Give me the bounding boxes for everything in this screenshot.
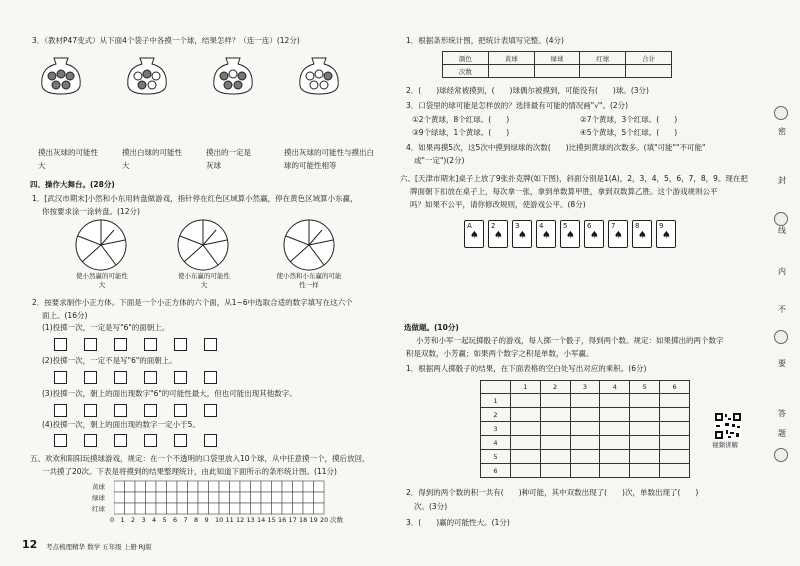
playing-card[interactable] — [560, 220, 580, 248]
spinner-1-caption: 使小然赢的可能性大 — [76, 272, 128, 289]
bar-grid-cell[interactable] — [230, 503, 241, 514]
spade-icon: ♠ — [590, 230, 599, 241]
bar-grid-cell[interactable] — [303, 481, 314, 492]
cell-input[interactable] — [626, 65, 672, 78]
bar-grid-cell[interactable] — [209, 492, 220, 503]
card-rank: A — [467, 222, 472, 230]
face-box[interactable] — [144, 434, 157, 447]
product-cell[interactable] — [660, 450, 690, 464]
card-rank: 9 — [659, 222, 664, 230]
axis-tick: 18 — [299, 516, 308, 524]
product-cell[interactable] — [570, 436, 600, 450]
product-cell[interactable] — [570, 408, 600, 422]
face-box[interactable] — [144, 371, 157, 384]
bar-grid-cell[interactable] — [219, 481, 230, 492]
q5-text1: 五、欢欢和阳阳玩摸球游戏，规定：在一个不透明的口袋里放入10个球，从中任意摸一个，摸后放回， — [30, 454, 370, 463]
product-cell[interactable] — [540, 394, 570, 408]
spade-icon: ♠ — [542, 230, 551, 241]
choose-text2: 积是双数，小芳赢；如果两个数字之积是单数，小军赢。 — [406, 349, 594, 358]
bar-grid-cell[interactable] — [261, 481, 272, 492]
bar-grid-cell[interactable] — [188, 492, 199, 503]
bar-grid-cell[interactable] — [177, 492, 188, 503]
bar-grid-cell[interactable] — [314, 503, 325, 514]
card-rank: 4 — [539, 222, 544, 230]
col-header: 3 — [570, 381, 600, 394]
product-cell[interactable] — [570, 450, 600, 464]
r-q1-text: 1．根据条形统计图，把统计表填写完整。(4分) — [406, 36, 564, 45]
bar-grid-cell[interactable] — [198, 503, 209, 514]
binding-strip — [760, 0, 800, 566]
binding-hole — [774, 448, 788, 462]
bar-grid-cell[interactable] — [135, 503, 146, 514]
product-cell[interactable] — [600, 408, 630, 422]
playing-card[interactable] — [512, 220, 532, 248]
playing-card[interactable] — [656, 220, 676, 248]
bar-grid-cell[interactable] — [293, 492, 304, 503]
binding-char: 密 — [778, 127, 786, 136]
card-rank: 3 — [515, 222, 520, 230]
row-header: 5 — [481, 450, 511, 464]
face-box[interactable] — [54, 371, 67, 384]
product-cell[interactable] — [600, 450, 630, 464]
spinner-3-caption: 使小然和小东赢的可能性一样 — [276, 272, 342, 289]
product-cell[interactable] — [630, 408, 660, 422]
r-q3-opt1[interactable]: ①2个黄球，8个红球。( ) — [412, 115, 510, 124]
cell-input[interactable] — [488, 65, 534, 78]
binding-char: 内 — [778, 267, 786, 276]
bar-grid-cell[interactable] — [146, 481, 157, 492]
q4-2-text1: 2．按要求制作小正方体。下面是一个小正方体的六个面，从1~6中选取合适的数字填写在这六个 — [32, 298, 353, 307]
qr-code-icon[interactable] — [714, 412, 742, 440]
bar-grid-cell[interactable] — [261, 492, 272, 503]
bar-grid-cell[interactable] — [114, 481, 125, 492]
product-cell[interactable] — [510, 422, 540, 436]
axis-tick: 16 — [278, 516, 287, 524]
face-box[interactable] — [84, 338, 97, 351]
axis-tick: 4 — [152, 516, 157, 524]
face-box[interactable] — [204, 338, 217, 351]
face-box[interactable] — [114, 371, 127, 384]
face-box[interactable] — [54, 404, 67, 417]
q3-option-1: 摸出灰球的可能性大 — [38, 148, 98, 170]
face-box[interactable] — [54, 434, 67, 447]
axis-tick: 12 — [236, 516, 245, 524]
face-box[interactable] — [174, 371, 187, 384]
playing-card[interactable] — [584, 220, 604, 248]
bar-grid-cell[interactable] — [314, 481, 325, 492]
q5-row-yellow: 黄球 — [92, 483, 105, 491]
binding-hole — [774, 106, 788, 120]
cell-input[interactable] — [580, 65, 626, 78]
bar-grid-cell[interactable] — [156, 481, 167, 492]
face-box[interactable] — [204, 434, 217, 447]
product-cell[interactable] — [630, 422, 660, 436]
product-cell[interactable] — [540, 464, 570, 478]
page-number: 12 — [22, 538, 38, 551]
binding-char: 不 — [778, 305, 786, 314]
r-q4-2: 或"一定")(2分) — [414, 156, 465, 165]
product-cell[interactable] — [660, 422, 690, 436]
card-rank: 7 — [611, 222, 616, 230]
binding-char: 线 — [778, 226, 786, 235]
axis-tick: 17 — [288, 516, 297, 524]
bar-grid-cell[interactable] — [230, 481, 241, 492]
product-cell[interactable] — [660, 436, 690, 450]
th-green: 绿球 — [534, 52, 580, 65]
r-q4-1: 4．如果再摸5次，这5次中摸到绿球的次数( )比摸到黄球的次数多。(填"可能""不可能" — [406, 143, 706, 152]
section4-title: 四、操作大舞台。(28分) — [30, 180, 115, 189]
bar-grid-cell[interactable] — [198, 481, 209, 492]
bar-chart-grid[interactable] — [114, 480, 329, 516]
product-cell[interactable] — [570, 464, 600, 478]
spade-icon: ♠ — [518, 230, 527, 241]
axis-tick: 13 — [246, 516, 255, 524]
bar-grid-cell[interactable] — [156, 503, 167, 514]
cell-input[interactable] — [534, 65, 580, 78]
product-cell[interactable] — [540, 408, 570, 422]
bar-grid-cell[interactable] — [125, 503, 136, 514]
qr-label: 视频讲解 — [712, 441, 738, 449]
table-row — [481, 394, 690, 408]
bar-grid-cell[interactable] — [188, 481, 199, 492]
row-header: 1 — [481, 394, 511, 408]
choose-q3: 3．( )赢的可能性大。(1分) — [406, 518, 510, 527]
q4-1-text2: 你按要求涂一涂转盘。(12分) — [42, 207, 140, 216]
bar-grid-cell[interactable] — [240, 492, 251, 503]
product-cell[interactable] — [600, 422, 630, 436]
product-cell[interactable] — [600, 464, 630, 478]
product-cell[interactable] — [510, 408, 540, 422]
axis-tick: 20 — [320, 516, 329, 524]
q4-2-part2: (2)投掷一次，一定不是写"6"的面朝上。 — [42, 356, 177, 365]
product-cell[interactable] — [630, 394, 660, 408]
bar-grid-cell[interactable] — [240, 503, 251, 514]
bar-grid-cell[interactable] — [146, 503, 157, 514]
row-header: 2 — [481, 408, 511, 422]
axis-tick: 15 — [267, 516, 276, 524]
axis-unit: 次数 — [330, 516, 343, 524]
binding-hole — [774, 212, 788, 226]
choose-text1: 小芳和小军一起玩掷骰子的游戏，每人掷一个骰子，得到两个数。规定：如果掷出的两个数字 — [416, 336, 724, 345]
bag-2-icon — [124, 52, 170, 96]
product-cell[interactable] — [540, 436, 570, 450]
table-row — [481, 464, 690, 478]
col-header: 6 — [660, 381, 690, 394]
bar-grid-cell[interactable] — [219, 503, 230, 514]
col-header: 1 — [510, 381, 540, 394]
r-q2: 2．( )球经常被摸到，( )球偶尔被摸到，可能没有( )球。(3分) — [406, 86, 649, 95]
face-box[interactable] — [144, 404, 157, 417]
face-box[interactable] — [174, 404, 187, 417]
face-box[interactable] — [204, 371, 217, 384]
card-rank: 5 — [563, 222, 568, 230]
face-box[interactable] — [114, 338, 127, 351]
bar-grid-cell[interactable] — [314, 492, 325, 503]
product-cell[interactable] — [570, 394, 600, 408]
r-q6-text1: 六、[天津市期末]桌子上放了9张扑克牌(如下图)，斜面分别是1(A)，2，3，4，5，6，7，8，9。现在把 — [400, 174, 748, 183]
bar-grid-cell[interactable] — [156, 492, 167, 503]
q4-2-part4: (4)投掷一次，朝上的面出现的数字一定小于5。 — [42, 420, 200, 429]
row-header: 6 — [481, 464, 511, 478]
q4-2-part3: (3)投掷一次，朝上的面出现数字"6"的可能性最大，但也可能出现其他数字。 — [42, 389, 297, 398]
spinner-2[interactable] — [176, 218, 230, 272]
bar-grid-cell[interactable] — [167, 481, 178, 492]
product-cell[interactable] — [660, 408, 690, 422]
axis-tick: 0 — [110, 516, 115, 524]
bar-grid-cell[interactable] — [219, 492, 230, 503]
table-row — [481, 450, 690, 464]
spade-icon: ♠ — [638, 230, 647, 241]
bar-grid-cell[interactable] — [198, 492, 209, 503]
r-q6-text2: 牌面朝下扣放在桌子上，每次拿一张，拿到单数算甲胜，拿到双数算乙胜。这个游戏规则公平 — [410, 187, 718, 196]
spade-icon: ♠ — [470, 230, 479, 241]
bar-grid-cell[interactable] — [125, 481, 136, 492]
playing-card[interactable] — [464, 220, 484, 248]
bar-grid-cell[interactable] — [125, 492, 136, 503]
playing-card[interactable] — [632, 220, 652, 248]
bar-grid-cell[interactable] — [135, 492, 146, 503]
product-cell[interactable] — [600, 394, 630, 408]
q5-row-red: 红球 — [92, 505, 105, 513]
binding-char: 封 — [778, 176, 786, 185]
axis-tick: 10 — [215, 516, 224, 524]
product-cell[interactable] — [540, 422, 570, 436]
bar-grid-cell[interactable] — [146, 492, 157, 503]
spade-icon: ♠ — [566, 230, 575, 241]
row-count-label: 次数 — [443, 65, 489, 78]
face-box[interactable] — [84, 371, 97, 384]
bar-grid-cell[interactable] — [240, 481, 251, 492]
bar-grid-cell[interactable] — [114, 503, 125, 514]
card-rank: 2 — [491, 222, 496, 230]
product-cell[interactable] — [630, 464, 660, 478]
footer-text: 考点梳理精华 数学 五年级 上册 RJ版 — [46, 543, 152, 551]
binding-char: 答 — [778, 409, 786, 418]
playing-card[interactable] — [536, 220, 556, 248]
bar-grid-cell[interactable] — [261, 503, 272, 514]
r-q3-opt4[interactable]: ④5个黄球，5个红球。( ) — [580, 128, 678, 137]
q5-text2: 一共摸了20次。下表是将摸到的结果整理统计，由此知道下面所示的条形统计图。(11分) — [42, 467, 337, 476]
q3-option-3: 摸出的一定是灰球 — [206, 148, 251, 170]
product-cell[interactable] — [570, 422, 600, 436]
bar-grid-cell[interactable] — [272, 503, 283, 514]
th-total: 合计 — [626, 52, 672, 65]
th-red: 红球 — [580, 52, 626, 65]
product-cell[interactable] — [540, 450, 570, 464]
table-row — [481, 422, 690, 436]
bar-chart-axis — [110, 516, 343, 526]
axis-tick: 19 — [309, 516, 318, 524]
bar-grid-cell[interactable] — [114, 492, 125, 503]
q4-1-text1: 1．[武汉市期末]小然和小东用转盘做游戏，指针停在红色区域算小然赢，停在黄色区域算小东赢， — [32, 194, 358, 203]
bar-grid-cell[interactable] — [272, 492, 283, 503]
face-box[interactable] — [174, 434, 187, 447]
col-header: 2 — [540, 381, 570, 394]
table-row — [481, 436, 690, 450]
product-table — [480, 380, 690, 478]
binding-char: 题 — [778, 429, 786, 438]
bar-grid-cell[interactable] — [177, 503, 188, 514]
choose-q1: 1．根据两人掷骰子的结果，在下面表格的空白处写出对应的乘积。(6分) — [406, 364, 647, 373]
row-header: 4 — [481, 436, 511, 450]
bag-4-icon — [296, 52, 342, 96]
bag-3-icon — [210, 52, 256, 96]
product-cell[interactable] — [510, 436, 540, 450]
bar-grid-cell[interactable] — [188, 503, 199, 514]
choose-title: 选做题。(10分) — [404, 323, 459, 332]
axis-tick: 7 — [183, 516, 188, 524]
bar-grid-cell[interactable] — [177, 481, 188, 492]
q5-row-green: 绿球 — [92, 494, 105, 502]
choose-q2: 2．得到的两个数的积一共有( )种可能，其中双数出现了( )次，单数出现了( ) — [406, 488, 699, 497]
face-box[interactable] — [114, 434, 127, 447]
face-box[interactable] — [84, 404, 97, 417]
axis-tick: 14 — [257, 516, 266, 524]
axis-tick: 3 — [141, 516, 146, 524]
col-header: 5 — [630, 381, 660, 394]
axis-tick: 1 — [120, 516, 125, 524]
th-yellow: 黄球 — [488, 52, 534, 65]
q3-title: 3．（教材P47变式）从下面4个袋子中各摸一个球，结果怎样？（连一连）(12分) — [32, 36, 300, 45]
axis-tick: 2 — [131, 516, 136, 524]
bag-1-icon — [38, 52, 84, 96]
table-row — [481, 408, 690, 422]
bar-grid-cell[interactable] — [293, 481, 304, 492]
spade-icon: ♠ — [494, 230, 503, 241]
face-box[interactable] — [204, 404, 217, 417]
binding-char: 要 — [778, 359, 786, 368]
axis-tick: 9 — [204, 516, 209, 524]
playing-card[interactable] — [608, 220, 628, 248]
axis-tick: 8 — [194, 516, 199, 524]
col-header: 4 — [600, 381, 630, 394]
spade-icon: ♠ — [662, 230, 671, 241]
face-box[interactable] — [84, 434, 97, 447]
face-box[interactable] — [174, 338, 187, 351]
r-q3-opt2[interactable]: ②7个黄球，3个红球。( ) — [580, 115, 678, 124]
axis-tick: 11 — [225, 516, 234, 524]
spade-icon: ♠ — [614, 230, 623, 241]
card-rank: 8 — [635, 222, 640, 230]
face-box[interactable] — [114, 404, 127, 417]
bar-grid-cell[interactable] — [251, 503, 262, 514]
q4-2-part1: (1)投掷一次，一定是写"6"的面朝上。 — [42, 323, 170, 332]
q3-option-2: 摸出白球的可能性大 — [122, 148, 182, 170]
product-cell[interactable] — [630, 450, 660, 464]
r-q3-opt3[interactable]: ③9个绿球，1个黄球。( ) — [412, 128, 510, 137]
bar-grid-cell[interactable] — [272, 481, 283, 492]
spinner-3[interactable] — [282, 218, 336, 272]
binding-hole — [774, 330, 788, 344]
axis-tick: 5 — [162, 516, 167, 524]
product-cell[interactable] — [660, 464, 690, 478]
row-header: 3 — [481, 422, 511, 436]
bar-grid-cell[interactable] — [209, 481, 220, 492]
bar-grid-cell[interactable] — [303, 503, 314, 514]
q3-option-4: 摸出灰球的可能性与摸出白球的可能性相等 — [284, 148, 374, 170]
bar-grid-cell[interactable] — [209, 503, 220, 514]
bar-grid-cell[interactable] — [167, 503, 178, 514]
th-color: 颜色 — [443, 52, 489, 65]
bar-grid-cell[interactable] — [167, 492, 178, 503]
bar-grid-cell[interactable] — [135, 481, 146, 492]
right-page — [400, 0, 800, 566]
spinner-1[interactable] — [74, 218, 128, 272]
product-cell[interactable] — [600, 436, 630, 450]
face-box[interactable] — [144, 338, 157, 351]
product-cell[interactable] — [660, 394, 690, 408]
product-cell[interactable] — [510, 450, 540, 464]
card-rank: 6 — [587, 222, 592, 230]
bar-grid-cell[interactable] — [230, 492, 241, 503]
r-q3-title: 3．口袋里的球可能是怎样放的？选择最有可能的情况画"√"。(2分) — [406, 101, 629, 110]
bar-grid-cell[interactable] — [251, 481, 262, 492]
q4-2-text2: 面上。(16分) — [42, 311, 88, 320]
product-cell[interactable] — [630, 436, 660, 450]
r-q6-text3: 吗？如果不公平，请你修改规则，使游戏公平。(8分) — [410, 200, 586, 209]
table-corner — [481, 381, 511, 394]
playing-card[interactable] — [488, 220, 508, 248]
bar-grid-cell[interactable] — [293, 503, 304, 514]
product-cell[interactable] — [510, 464, 540, 478]
bar-grid-cell[interactable] — [282, 503, 293, 514]
bar-grid-cell[interactable] — [251, 492, 262, 503]
stats-table — [442, 51, 672, 78]
axis-tick: 6 — [173, 516, 178, 524]
spinner-2-caption: 使小东赢的可能性大 — [178, 272, 230, 289]
bar-grid-cell[interactable] — [282, 492, 293, 503]
product-cell[interactable] — [510, 394, 540, 408]
bar-grid-cell[interactable] — [303, 492, 314, 503]
face-box[interactable] — [54, 338, 67, 351]
bar-grid-cell[interactable] — [282, 481, 293, 492]
choose-q2b: 次。(3分) — [414, 502, 448, 511]
